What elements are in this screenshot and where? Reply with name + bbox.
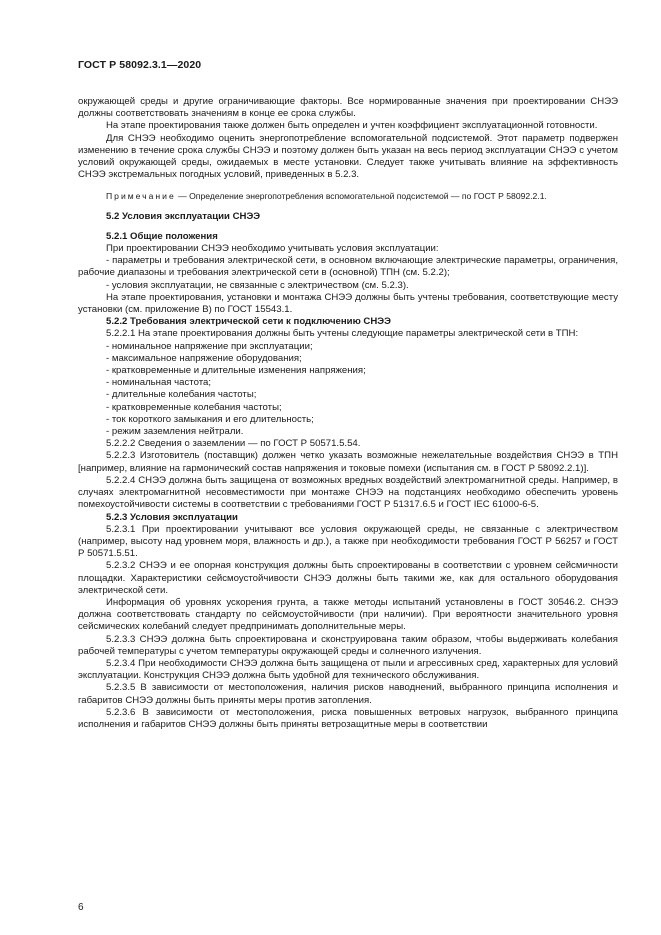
subsection-heading: 5.2.2 Требования электрической сети к подключению СНЭЭ xyxy=(106,316,391,328)
paragraph: 5.2.3.4 При необходимости СНЭЭ должна быть защищена от пыли и агрессивных сред, характерных для условий эксплуатации. Конструкция СНЭЭ должна быть удобной для технического обслуживания. xyxy=(78,657,618,682)
document-header: ГОСТ Р 58092.3.1—2020 xyxy=(78,59,202,71)
list-item: - кратковременные и длительные изменения напряжения; xyxy=(106,365,366,377)
list-item: - кратковременные колебания частоты; xyxy=(106,401,282,413)
paragraph: 5.2.3.1 При проектировании учитывают все условия окружающей среды, не связанные с электричеством (например, высоту над уровнем моря, влажность и др.), а также при необходимости требования ГОСТ Р 56257 и ГОСТ Р 50571.5.51. xyxy=(78,523,618,560)
list-item: - параметры и требования электрической сети, в основном включающие электрические параметры, ограничения, рабочие диапазоны и требования электрической сети в (основной) ТПН (см. 5.2.2); xyxy=(78,255,618,279)
paragraph: 5.2.3.5 В зависимости от местоположения, наличия рисков наводнений, выбранного принципа исполнения и габаритов СНЭЭ должны быть приняты меры против затопления. xyxy=(78,682,618,706)
list-item: - номинальное напряжение при эксплуатации; xyxy=(106,340,313,352)
subsection-heading: 5.2.3 Условия эксплуатации xyxy=(106,511,238,523)
paragraph: окружающей среды и другие ограничивающие факторы. Все нормированные значения при проектировании СНЭЭ должны соответствовать значениям в конце ее срока службы. xyxy=(78,96,618,120)
paragraph: 5.2.2.1 На этапе проектирования должны быть учтены следующие параметры электрической сети в ТПН: xyxy=(106,328,579,340)
list-item: - номинальная частота; xyxy=(106,377,212,389)
section-heading: 5.2 Условия эксплуатации СНЭЭ xyxy=(106,210,261,222)
paragraph: На этапе проектирования, установки и монтажа СНЭЭ должны быть учтены требования, соответствующие месту установки (см. приложение В) по ГОСТ 15543.1. xyxy=(78,291,618,316)
paragraph: 5.2.3.6 В зависимости от местоположения, риска повышенных ветровых нагрузок, выбранного принципа исполнения и габаритов СНЭЭ должны быть приняты ветрозащитные меры в соответствии xyxy=(78,706,618,730)
list-item: - длительные колебания частоты; xyxy=(106,389,257,401)
paragraph: 5.2.2.3 Изготовитель (поставщик) должен четко указать возможные нежелательные воздействия СНЭЭ в ТПН [например, влияние на гармонический состав напряжения и токовые помехи (испытания см. в ГОСТ Р 58092.2.1)]. xyxy=(78,450,618,474)
paragraph: Информация об уровнях ускорения грунта, а также методы испытаний установлены в ГОСТ 30546.2. СНЭЭ должна соответствовать стандарту по сейсмоустойчивости (при наличии). При вероятности значительного уровня сейсмических колебаний следует предпринимать дополнительные меры. xyxy=(78,596,618,633)
paragraph: 5.2.2.2 Сведения о заземлении — по ГОСТ Р 50571.5.54. xyxy=(106,438,361,450)
paragraph: Для СНЭЭ необходимо оценить энергопотребление вспомогательной подсистемой. Этот параметр подвержен изменению в течение срока службы СНЭЭ и поэтому должен быть указан на весь период эксплуатации СНЭЭ с учетом условий окружающей среды, ожидаемых в месте установки. Следует также учитывать влияние на эффективность СНЭЭ экстремальных погодных условий, приведенных в 5.2.3. xyxy=(78,132,618,181)
paragraph: При проектировании СНЭЭ необходимо учитывать условия эксплуатации: xyxy=(106,243,439,255)
note-label: Примечание xyxy=(106,191,176,202)
paragraph: 5.2.3.2 СНЭЭ и ее опорная конструкция должны быть спроектированы в соответствии с уровнем сейсмичности площадки. Характеристики сейсмоустойчивости СНЭЭ должны быть такими же, как для остального оборудования электрической сети. xyxy=(78,560,618,596)
paragraph: На этапе проектирования также должен быть определен и учтен коэффициент эксплуатационной готовности. xyxy=(106,120,598,132)
list-item: - максимальное напряжение оборудования; xyxy=(106,352,302,364)
paragraph: 5.2.3.3 СНЭЭ должна быть спроектирована и сконструирована таким образом, чтобы выдерживать колебания рабочей температуры с учетом температуры окружающей среды и солнечного излучения. xyxy=(78,633,618,657)
note xyxy=(78,190,618,202)
document-body xyxy=(78,96,618,731)
list-item: - режим заземления нейтрали. xyxy=(106,426,244,438)
note-text: — Определение энергопотребления вспомогательной подсистемой — по ГОСТ Р 58092.2.1. xyxy=(178,191,547,202)
list-item: - ток короткого замыкания и его длительность; xyxy=(106,413,314,425)
page-number: 6 xyxy=(78,902,84,913)
subsection-heading: 5.2.1 Общие положения xyxy=(106,230,218,242)
list-item: - условия эксплуатации, не связанные с электричеством (см. 5.2.3). xyxy=(106,279,409,291)
paragraph: 5.2.2.4 СНЭЭ должна быть защищена от возможных вредных воздействий электромагнитной среды. Например, в случаях электромагнитной несовместимости при монтаже СНЭЭ на подстанциях необходимо обеспечить уровень помехоустойчивости системы в соответствии с требованиями ГОСТ Р 51317.6.5 и ГОСТ IEC 61000-6-5. xyxy=(78,474,618,511)
